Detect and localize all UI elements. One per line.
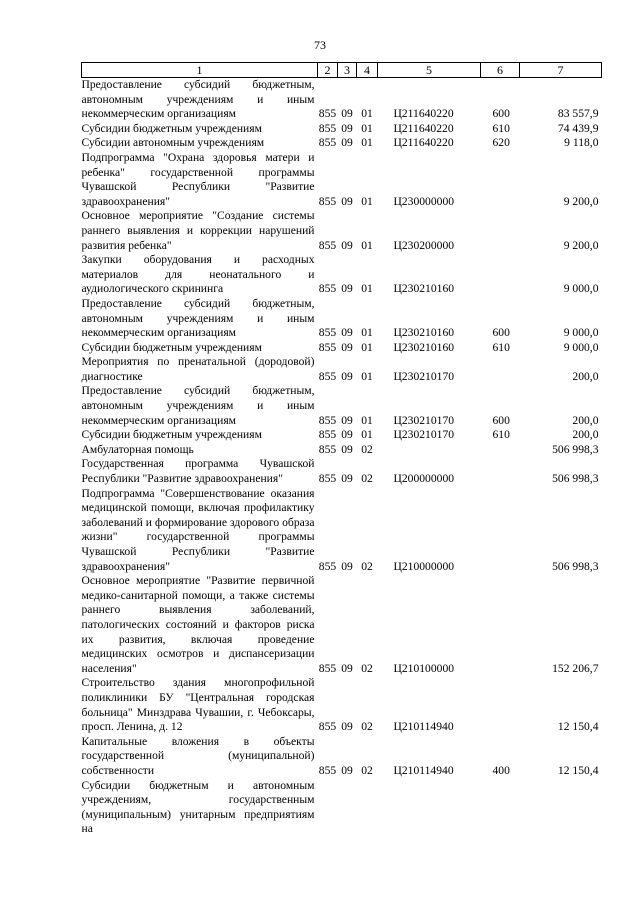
row-expense-type: 400 — [492, 763, 510, 777]
row-name: Подпрограмма "Совершенствование оказания медицинской помощи, включая профилактику заболеваний и формирование здорового образа жизни" государственной программы Чувашской Республики "Развитие здравоохранения" — [81, 486, 315, 573]
row-expense-type — [481, 253, 520, 297]
row-name: Государственная программа Чувашской Республики "Развитие здравоохранения" — [81, 457, 315, 486]
row-target-item: Ц200000000 — [393, 472, 455, 486]
row-target-item: Ц230210170 — [393, 413, 455, 427]
row-section: 09 — [341, 559, 353, 573]
table-row — [82, 574, 602, 676]
row-amount: 506 998,3 — [552, 442, 599, 456]
row-target-item: Ц210100000 — [393, 661, 455, 675]
table-row — [82, 384, 602, 428]
table-row — [82, 443, 602, 458]
row-subsection: 02 — [361, 720, 373, 734]
row-ministry-code: 855 — [318, 472, 337, 486]
row-name: Основное мероприятие "Создание системы раннего выявления и коррекции нарушений развития ребенка" — [81, 209, 315, 252]
row-target-item: Ц210114940 — [393, 720, 454, 734]
row-amount — [520, 779, 602, 837]
row-target-item: Ц210000000 — [393, 559, 455, 573]
row-subsection — [357, 779, 378, 837]
row-target-item: Ц230210160 — [393, 326, 455, 340]
row-ministry-code: 855 — [318, 136, 337, 150]
table-row — [82, 341, 602, 356]
column-header: 1 — [82, 63, 318, 78]
row-amount: 83 557,9 — [557, 107, 599, 121]
row-expense-type: 600 — [492, 413, 510, 427]
row-ministry-code: 855 — [318, 442, 337, 456]
row-expense-type — [481, 443, 520, 458]
row-ministry-code: 855 — [318, 559, 337, 573]
table-row — [82, 136, 602, 151]
row-amount: 506 998,3 — [552, 472, 599, 486]
table-row — [82, 428, 602, 443]
row-name: Субсидии бюджетным учреждениям — [81, 340, 262, 354]
row-section: 09 — [341, 326, 353, 340]
table-row — [82, 676, 602, 734]
row-subsection: 01 — [361, 369, 373, 383]
row-amount: 12 150,4 — [557, 720, 599, 734]
row-expense-type: 600 — [492, 107, 510, 121]
row-subsection: 01 — [361, 428, 373, 442]
row-section: 09 — [341, 121, 353, 135]
row-ministry-code: 855 — [318, 238, 337, 252]
row-amount: 74 439,9 — [557, 121, 599, 135]
row-section: 09 — [341, 340, 353, 354]
row-section: 09 — [341, 763, 353, 777]
column-header: 2 — [318, 63, 338, 78]
row-name: Субсидии бюджетным учреждениям — [81, 428, 262, 442]
column-header: 7 — [520, 63, 602, 78]
row-section: 09 — [341, 442, 353, 456]
row-name: Строительство здания многопрофильной поликлиники БУ "Центральная городская больница" Минздрава Чувашии, г. Чебоксары, просп. Ленина, д. 12 — [81, 676, 315, 734]
table-row — [82, 779, 602, 837]
row-section: 09 — [341, 661, 353, 675]
row-subsection: 01 — [361, 107, 373, 121]
row-target-item: Ц210114940 — [393, 763, 454, 777]
row-ministry-code: 855 — [318, 720, 337, 734]
row-target-item — [378, 779, 481, 837]
row-subsection: 02 — [361, 763, 373, 777]
row-subsection: 01 — [361, 282, 373, 296]
row-target-item: Ц211640220 — [393, 136, 454, 150]
row-name: Субсидии бюджетным учреждениям — [81, 121, 262, 135]
row-amount: 9 118,0 — [564, 136, 599, 150]
row-ministry-code: 855 — [318, 413, 337, 427]
row-name: Субсидии бюджетным и автономным учреждениям, государственным (муниципальным) унитарным предприятиям на — [81, 778, 315, 836]
row-target-item: Ц230210170 — [393, 369, 455, 383]
row-name: Предоставление субсидий бюджетным, автономным учреждениям и иным некоммерческим организациям — [81, 296, 315, 340]
table-row — [82, 735, 602, 779]
row-amount: 9 200,0 — [563, 238, 599, 252]
row-expense-type — [481, 574, 520, 676]
row-name: Амбулаторная помощь — [81, 442, 194, 456]
row-target-item: Ц230210160 — [393, 282, 455, 296]
row-ministry-code: 855 — [318, 107, 337, 121]
row-name: Основное мероприятие "Развитие первичной медико-санитарной помощи, а также системы раннего выявления заболеваний, патологических состояний и факторов риска их развития, включая проведение медицинских осмотров и диспансеризации населения" — [81, 574, 315, 675]
row-ministry-code: 855 — [318, 282, 337, 296]
row-subsection: 02 — [361, 661, 373, 675]
row-name: Предоставление субсидий бюджетным, автономным учреждениям и иным некоммерческим организациям — [81, 384, 315, 427]
row-section: 09 — [341, 720, 353, 734]
row-section: 09 — [341, 369, 353, 383]
row-ministry-code: 855 — [318, 326, 337, 340]
row-amount: 152 206,7 — [552, 661, 599, 675]
row-section: 09 — [341, 428, 353, 442]
row-target-item — [378, 443, 481, 458]
row-amount: 9 000,0 — [563, 326, 599, 340]
row-section: 09 — [341, 238, 353, 252]
row-subsection: 01 — [361, 121, 373, 135]
row-ministry-code: 855 — [318, 661, 337, 675]
row-target-item: Ц230210160 — [393, 340, 455, 354]
row-name: Подпрограмма "Охрана здоровья матери и ребенка" государственной программы Чувашской Республики "Развитие здравоохранения" — [81, 150, 315, 208]
row-expense-type: 610 — [492, 428, 510, 442]
row-ministry-code: 855 — [318, 194, 337, 208]
row-amount: 200,0 — [572, 369, 599, 383]
row-expense-type — [481, 209, 520, 253]
row-section — [338, 779, 357, 837]
row-section: 09 — [341, 107, 353, 121]
row-section: 09 — [341, 472, 353, 486]
row-ministry-code: 855 — [318, 369, 337, 383]
row-subsection: 01 — [361, 340, 373, 354]
page-number: 73 — [314, 38, 326, 52]
row-name: Закупки оборудования и расходных материалов для неонатального и аудиологического скрининга — [81, 253, 315, 296]
table-row — [82, 122, 602, 137]
row-subsection: 01 — [361, 326, 373, 340]
row-expense-type — [481, 151, 520, 209]
row-subsection: 01 — [361, 136, 373, 150]
row-expense-type — [481, 779, 520, 837]
row-name: Мероприятия по пренатальной (дородовой) диагностике — [81, 355, 315, 383]
row-expense-type — [481, 676, 520, 734]
row-target-item: Ц211640220 — [393, 121, 454, 135]
row-target-item: Ц230000000 — [393, 194, 455, 208]
row-expense-type: 610 — [492, 121, 510, 135]
table-row — [82, 151, 602, 209]
row-amount: 12 150,4 — [557, 763, 599, 777]
row-section: 09 — [341, 413, 353, 427]
row-target-item: Ц211640220 — [393, 107, 454, 121]
table-row — [82, 253, 602, 297]
row-subsection: 02 — [361, 472, 373, 486]
row-ministry-code — [318, 779, 338, 837]
row-name: Капитальные вложения в объекты государственной (муниципальной) собственности — [81, 734, 315, 777]
row-section: 09 — [341, 282, 353, 296]
column-header: 4 — [357, 63, 378, 78]
row-amount: 9 000,0 — [563, 340, 599, 354]
row-ministry-code: 855 — [318, 340, 337, 354]
row-expense-type — [481, 487, 520, 575]
column-header: 3 — [338, 63, 357, 78]
row-section: 09 — [341, 136, 353, 150]
row-ministry-code: 855 — [318, 121, 337, 135]
row-section: 09 — [341, 194, 353, 208]
column-header: 6 — [481, 63, 520, 78]
row-amount: 200,0 — [572, 413, 599, 427]
table-header-row — [82, 63, 602, 78]
table-row — [82, 457, 602, 486]
row-subsection: 01 — [361, 238, 373, 252]
row-subsection: 02 — [361, 559, 373, 573]
budget-table — [81, 62, 602, 837]
row-amount: 9 000,0 — [563, 282, 599, 296]
row-target-item: Ц230210170 — [393, 428, 455, 442]
row-ministry-code: 855 — [318, 763, 337, 777]
row-ministry-code: 855 — [318, 428, 337, 442]
row-expense-type: 620 — [492, 136, 510, 150]
row-amount: 506 998,3 — [552, 559, 599, 573]
table-row — [82, 209, 602, 253]
row-subsection: 01 — [361, 413, 373, 427]
row-subsection: 01 — [361, 194, 373, 208]
row-name: Предоставление субсидий бюджетным, автономным учреждениям и иным некоммерческим организациям — [81, 78, 315, 121]
row-amount: 9 200,0 — [563, 194, 599, 208]
column-header: 5 — [378, 63, 481, 78]
row-name: Субсидии автономным учреждениям — [81, 136, 265, 150]
table-row — [82, 297, 602, 341]
table-row — [82, 355, 602, 384]
row-expense-type: 600 — [492, 326, 510, 340]
row-amount: 200,0 — [572, 428, 599, 442]
row-expense-type — [481, 355, 520, 384]
row-expense-type — [481, 457, 520, 486]
row-subsection: 02 — [361, 442, 373, 456]
table-row — [82, 78, 602, 122]
row-expense-type: 610 — [492, 340, 510, 354]
table-row — [82, 487, 602, 575]
row-target-item: Ц230200000 — [393, 238, 455, 252]
